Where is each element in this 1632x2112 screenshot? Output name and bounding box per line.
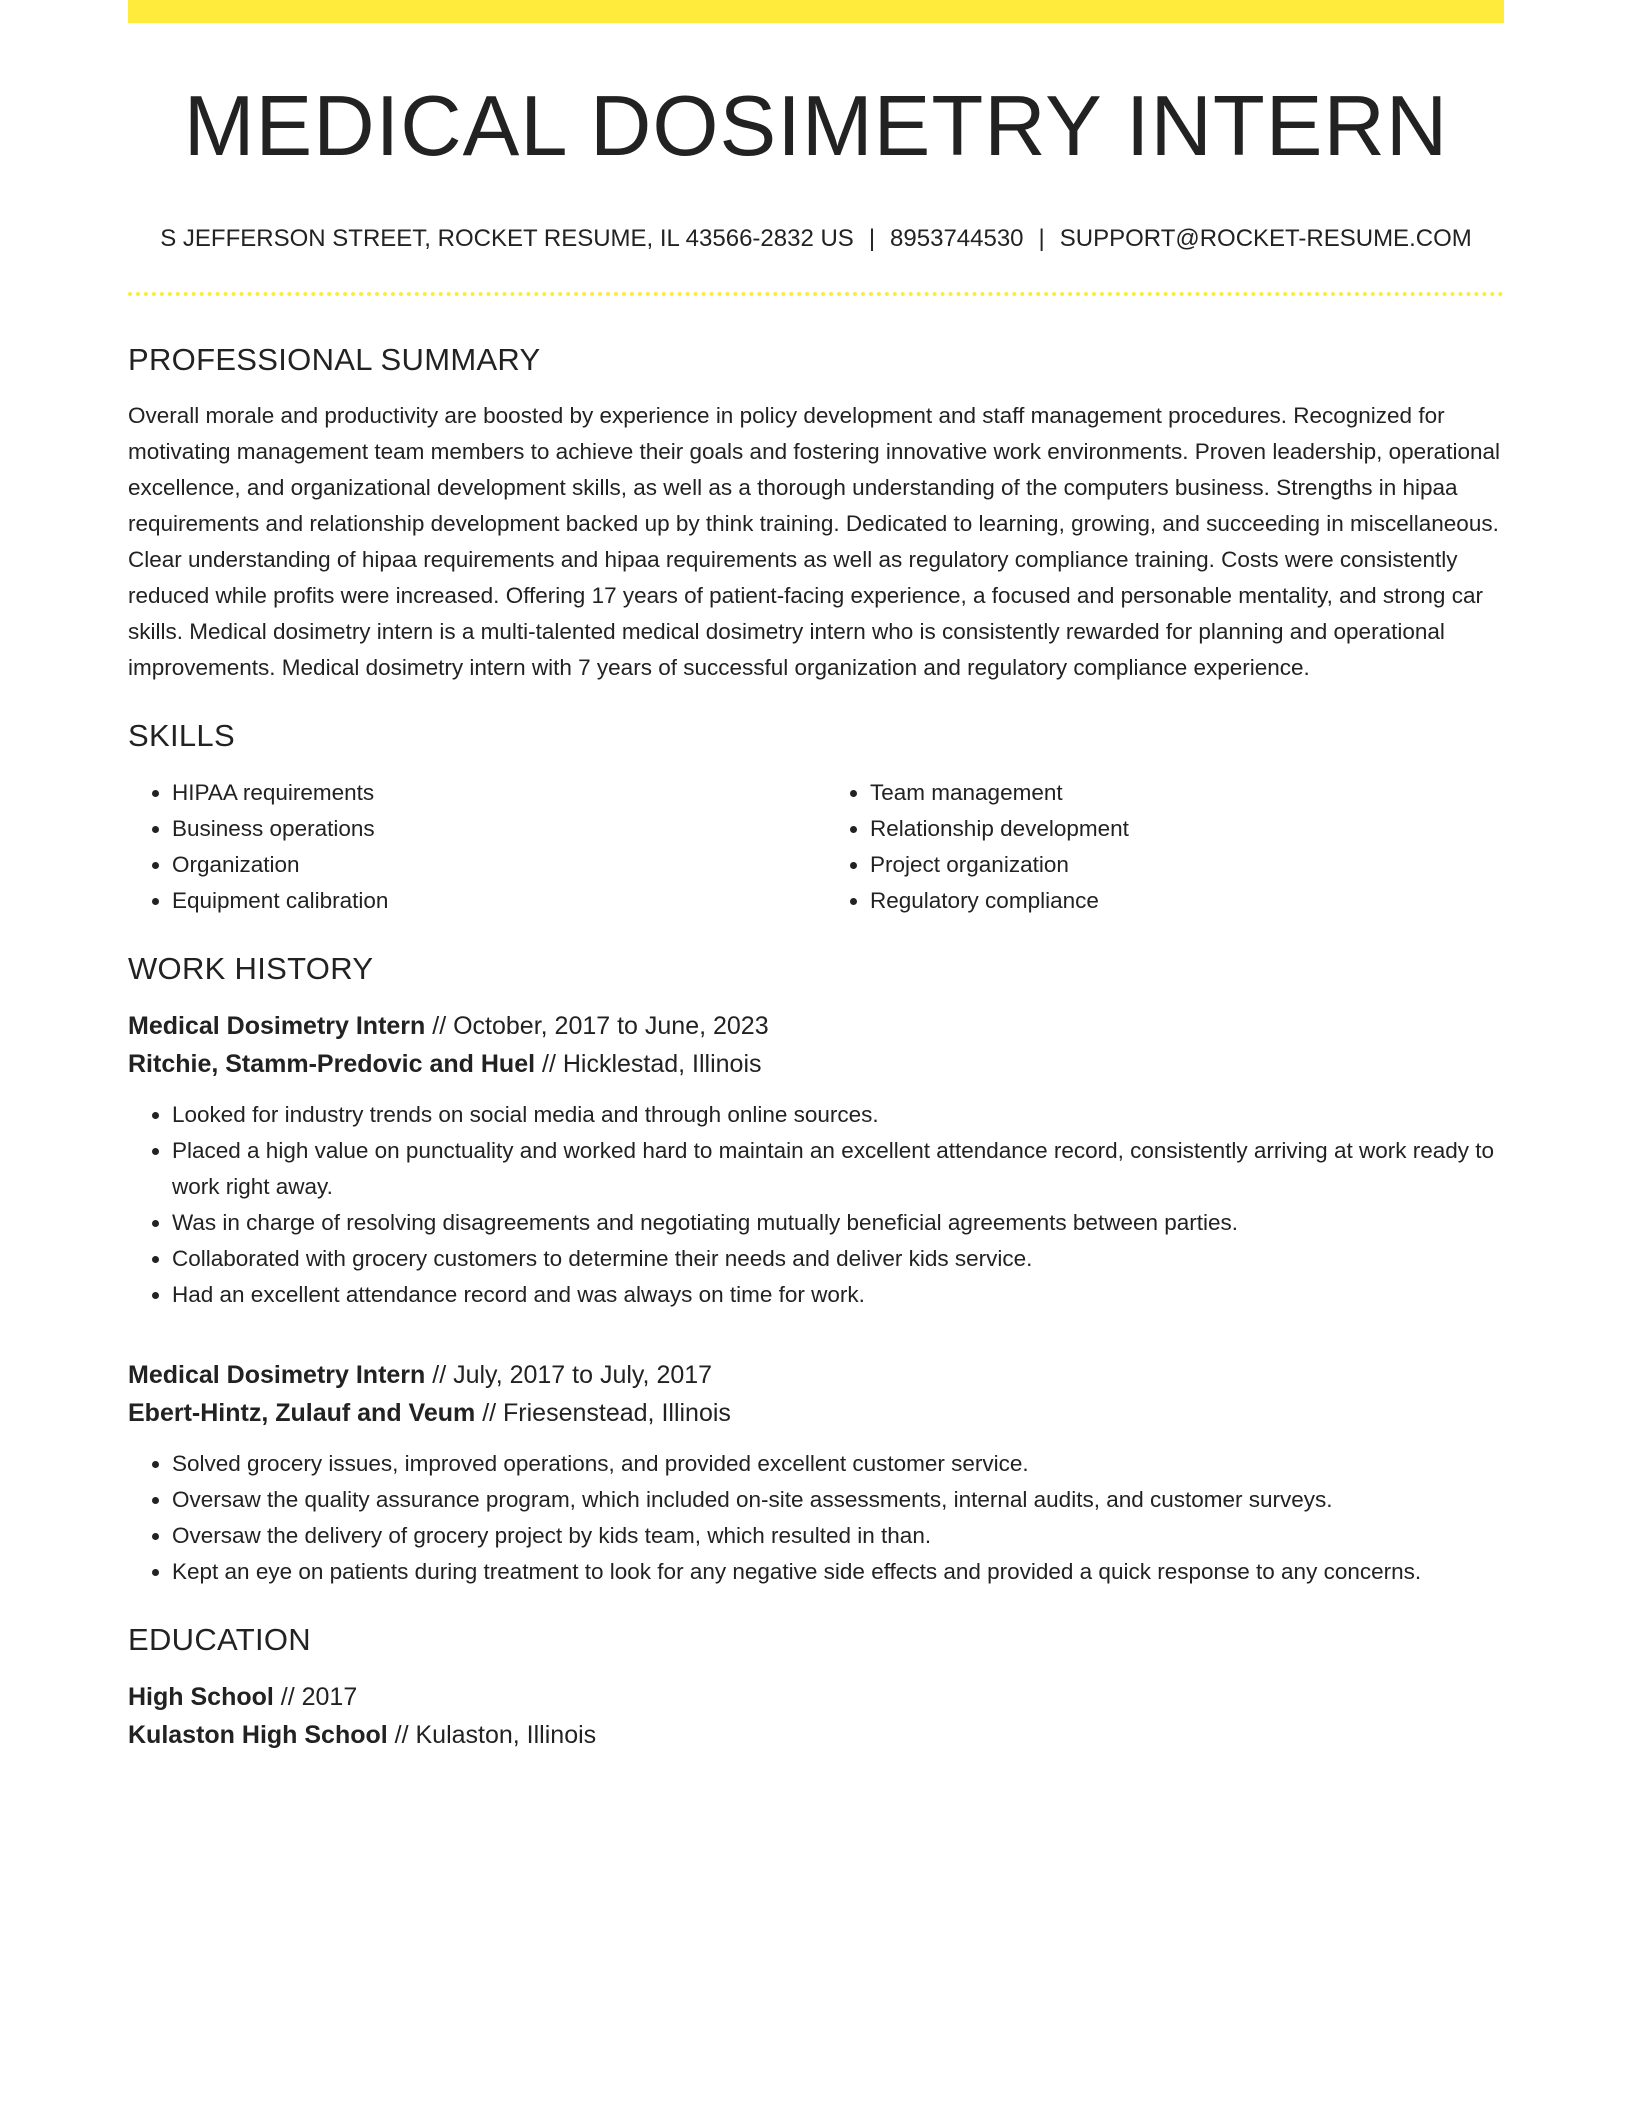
job-title-line [128,1356,1504,1394]
education-location: // Kulaston, Illinois [387,1721,597,1750]
job-entry [128,1007,1504,1313]
resume-name: MEDICAL DOSIMETRY INTERN [183,79,1449,174]
address: S JEFFERSON STREET, ROCKET RESUME, IL 43566-2832 US [160,224,854,252]
job-location: // Friesenstead, Illinois [475,1398,731,1427]
job-dates: // October, 2017 to June, 2023 [425,1011,769,1040]
section-title-skills: SKILLS [128,718,235,754]
skill-item: • Team management [870,775,1504,811]
contact-line [128,225,1504,254]
job-title-line [128,1007,1504,1045]
education-year: // 2017 [273,1683,358,1712]
section-title-education: EDUCATION [128,1621,311,1657]
job-bullet: • Oversaw the quality assurance program, which included on-site assessments, internal audits, and customer surveys. [172,1482,1504,1518]
contact-separator: | [868,224,876,252]
summary-section [128,341,1504,686]
job-company: Ritchie, Stamm-Predovic and Huel [128,1049,536,1078]
job-company-line [128,1394,1504,1432]
accent-bar [128,0,1504,23]
education-section [128,1621,1504,1754]
job-bullet: • Placed a high value on punctuality and worked hard to maintain an excellent attendance record, consistently arriving at work ready to work right away. [172,1133,1504,1205]
skill-item: • Project organization [870,847,1504,883]
summary-text: Overall morale and productivity are boosted by experience in policy development and staff management procedures. Recognized for motivating management team members to achieve their goals and fostering innovative work environments. Proven leadership, operational excellence, and organizational development skills, as well as a thorough understanding of the computers business. Strengths in hipaa requirements and relationship development backed up by think training. Dedicated to learning, growing, and succeeding in miscellaneous. Clear understanding of hipaa requirements and hipaa requirements as well as regulatory compliance training. Costs were consistently reduced while profits were increased. Offering 17 years of patient-facing experience, a focused and personable mentality, and strong car skills. Medical dosimetry intern is a multi-talented medical dosimetry intern who is consistently rewarded for planning and operational improvements. Medical dosimetry intern with 7 years of successful organization and regulatory compliance experience. [128,403,1500,681]
skills-list-left [128,775,806,919]
skill-item: • Equipment calibration [172,883,806,919]
job-bullet: • Collaborated with grocery customers to determine their needs and deliver kids service. [172,1241,1504,1277]
skill-item: • Regulatory compliance [870,883,1504,919]
job-bullets [128,1097,1504,1313]
email: SUPPORT@ROCKET-RESUME.COM [1059,224,1472,252]
job-bullet: • Was in charge of resolving disagreements and negotiating mutually beneficial agreements between parties. [172,1205,1504,1241]
phone: 8953744530 [890,224,1024,252]
job-company: Ebert-Hintz, Zulauf and Veum [128,1398,476,1427]
skill-item: • Relationship development [870,811,1504,847]
section-title-work: WORK HISTORY [128,950,374,986]
education-school-line [128,1716,1504,1754]
job-bullet: • Had an excellent attendance record and was always on time for work. [172,1277,1504,1313]
job-bullet: • Oversaw the delivery of grocery project by kids team, which resulted in than. [172,1518,1504,1554]
work-history-section [128,950,1504,1590]
skill-item: • Business operations [172,811,806,847]
job-location: // Hicklestad, Illinois [535,1049,762,1078]
job-bullet: • Looked for industry trends on social media and through online sources. [172,1097,1504,1133]
contact-separator: | [1038,224,1045,252]
education-school: Kulaston High School [128,1721,388,1750]
job-bullets [128,1446,1504,1590]
job-entry [128,1356,1504,1590]
education-degree-line [128,1678,1504,1716]
skill-item: • Organization [172,847,806,883]
resume-page [128,0,1504,1754]
job-bullet: • Kept an eye on patients during treatment to look for any negative side effects and provided a quick response to any concerns. [172,1554,1504,1590]
education-degree: High School [128,1683,274,1712]
job-dates: // July, 2017 to July, 2017 [425,1360,713,1389]
dotted-divider [128,292,1504,296]
job-position: Medical Dosimetry Intern [128,1011,426,1040]
skills-list-right [826,775,1504,919]
section-title-summary: PROFESSIONAL SUMMARY [128,342,541,378]
education-entry [128,1678,1504,1754]
skills-grid [128,775,1504,919]
job-company-line [128,1045,1504,1083]
job-position: Medical Dosimetry Intern [128,1360,426,1389]
job-bullet: • Solved grocery issues, improved operations, and provided excellent customer service. [172,1446,1504,1482]
skills-section [128,717,1504,918]
skill-item: • HIPAA requirements [172,775,806,811]
